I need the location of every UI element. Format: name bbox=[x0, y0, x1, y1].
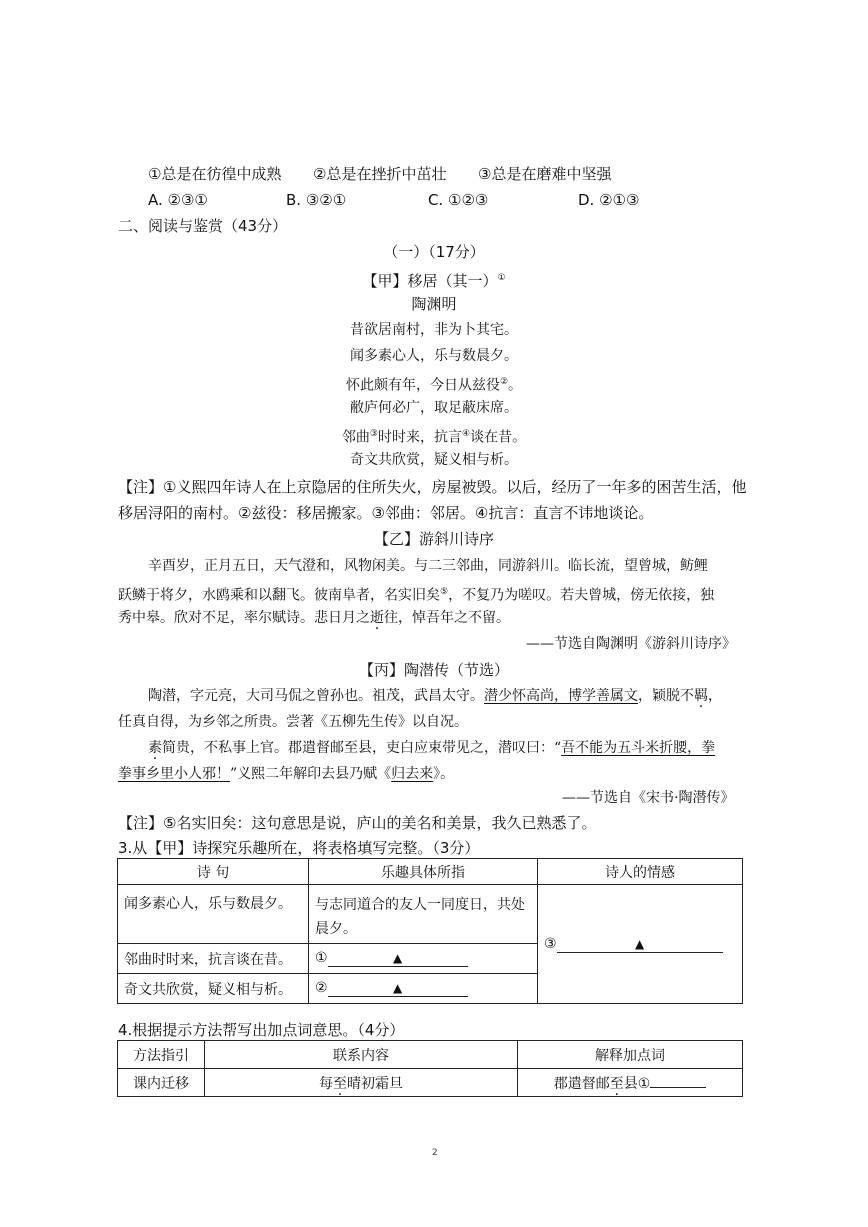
method-cell: 课内迁移 bbox=[118, 1069, 205, 1097]
poem-line: 奇文共欣赏，疑义相与析。 bbox=[350, 452, 518, 468]
bing-para: 任真自得，为乡邻之所贵。尝著《五柳先生传》以自况。 bbox=[118, 714, 468, 730]
poem-line: 昔欲居南村，非为卜其宅。 bbox=[350, 322, 518, 338]
yi-source: ——节选自陶渊明《游斜川诗序》 bbox=[526, 636, 736, 652]
page-number: 2 bbox=[432, 1148, 438, 1158]
content-cell: 每至晴初霜旦 bbox=[205, 1069, 518, 1097]
option-3: ③总是在磨难中坚强 bbox=[478, 165, 612, 183]
poem-line: 闻多素心人，乐与数晨夕。 bbox=[350, 348, 518, 364]
note-1-cont: 移居浔阳的南村。②兹役：移居搬家。③邻曲：邻居。④抗言：直言不讳地谈论。 bbox=[118, 504, 654, 522]
header-method: 方法指引 bbox=[118, 1041, 205, 1069]
yi-para: 跃鳞于将夕，水鸥乘和以翻飞。彼南阜者，名实旧矣⑤，不复乃为嗟叹。若夫曾城，傍无依接，独 bbox=[118, 587, 715, 604]
meaning-answer-cell[interactable]: ② ▲ bbox=[309, 974, 538, 1004]
header-emotion: 诗人的情感 bbox=[538, 859, 743, 885]
jia-author: 陶渊明 bbox=[411, 295, 457, 313]
poem-line: 怀此颇有年，今日从兹役②。 bbox=[345, 377, 523, 394]
bing-source: ——节选自《宋书·陶潜传》 bbox=[562, 790, 735, 806]
choice-d: D. ②①③ bbox=[578, 191, 640, 209]
bing-para: 素简贵，不私事上官。郡遣督邮至县，吏白应束带见之，潜叹曰：“吾不能为五斗米折腰，拳 bbox=[148, 740, 716, 756]
section-title: 二、阅读与鉴赏（43分） bbox=[118, 217, 288, 235]
meaning-answer-cell[interactable]: ① ▲ bbox=[309, 944, 538, 974]
emotion-answer-cell[interactable]: ③ ▲ bbox=[538, 885, 743, 1004]
yi-para: 秀中皋。欣对不足，率尔赋诗。悲日月之逝往，悼吾年之不留。 bbox=[118, 610, 510, 626]
yi-para: 辛酉岁，正月五日，天气澄和，风物闲美。与二三邻曲，同游斜川。临长流，望曾城，鲂鲤 bbox=[148, 558, 708, 574]
question-3-title: 3.从【甲】诗探究乐趣所在，将表格填写完整。（3分） bbox=[118, 839, 480, 857]
choice-b: B. ③②① bbox=[286, 191, 347, 209]
part-title: （一）（17分） bbox=[383, 243, 485, 261]
poem-line: 邻曲③时时来，抗言④谈在昔。 bbox=[341, 429, 527, 446]
option-2: ②总是在挫折中茁壮 bbox=[313, 165, 447, 183]
meaning-cell: 与志同道合的友人一同度日，共处晨夕。 bbox=[309, 885, 538, 944]
header-meaning: 乐趣具体所指 bbox=[309, 859, 538, 885]
note-1: 【注】①义熙四年诗人在上京隐居的住所失火，房屋被毁。以后，经历了一年多的困苦生活，他 bbox=[118, 478, 747, 496]
bing-para: 陶潜，字元亮，大司马侃之曾孙也。祖茂，武昌太守。潜少怀高尚，博学善属文，颖脱不羁， bbox=[148, 688, 722, 704]
poem-line: 敝庐何必广，取足蔽床席。 bbox=[350, 400, 518, 416]
choice-a: A. ②③① bbox=[148, 191, 208, 209]
answer-cell[interactable]: 郡遣督邮至县① bbox=[518, 1069, 743, 1097]
bing-para: 拳事乡里小人邪！”义熙二年解印去县乃赋《归去来》。 bbox=[118, 766, 455, 782]
header-poem: 诗 句 bbox=[118, 859, 309, 885]
bing-title: 【丙】陶潜传（节选） bbox=[358, 661, 509, 679]
header-explain: 解释加点词 bbox=[518, 1041, 743, 1069]
question-4-table bbox=[117, 1040, 743, 1097]
yi-title: 【乙】游斜川诗序 bbox=[373, 530, 494, 548]
jia-title: 【甲】移居（其一）① bbox=[362, 272, 506, 290]
question-3-table bbox=[117, 858, 743, 1004]
question-4-title: 4.根据提示方法帮写出加点词意思。（4分） bbox=[118, 1021, 405, 1039]
note-2: 【注】⑤名实旧矣：这句意思是说，庐山的美名和美景，我久已熟悉了。 bbox=[118, 814, 597, 832]
choice-c: C. ①②③ bbox=[428, 191, 489, 209]
poem-cell: 奇文共欣赏，疑义相与析。 bbox=[118, 974, 309, 1004]
option-1: ①总是在彷徨中成熟 bbox=[148, 165, 282, 183]
poem-cell: 闻多素心人，乐与数晨夕。 bbox=[118, 885, 309, 944]
poem-cell: 邻曲时时来，抗言谈在昔。 bbox=[118, 944, 309, 974]
header-content: 联系内容 bbox=[205, 1041, 518, 1069]
